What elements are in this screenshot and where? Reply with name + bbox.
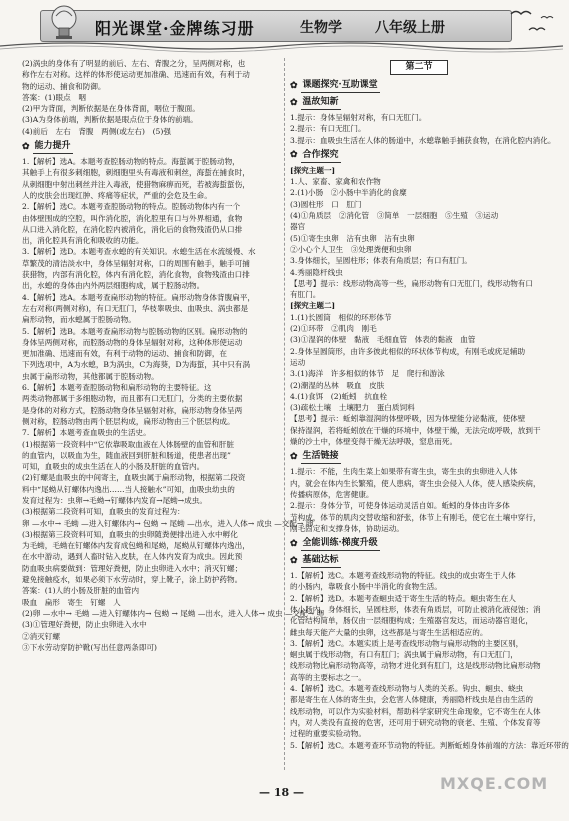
text-line: 2.提示：身体分节，可使身体运动灵活自如。蚯蚓的身体由许多体	[290, 501, 510, 511]
text-line: 燥的沙土中，体壁变得干燥无法呼吸，窒息而死。	[290, 437, 458, 447]
section-title: 全能训练·梯度升级	[301, 537, 380, 551]
text-line: 2.提示：有口无肛门。	[290, 124, 366, 134]
text-line: ②小心个人卫生 ③处理粪便和虫卵	[290, 244, 412, 254]
flower-icon: ✿	[290, 150, 298, 161]
section-title: 能力提升	[33, 140, 73, 154]
text-line: 保持湿润，若将蚯蚓放在干燥的环境中，体壁干燥，无法完成呼吸，放到干	[290, 425, 541, 435]
text-line: 两类动物都属于多细胞动物，而且都有口无肛门，分类的主要依据	[22, 394, 243, 404]
text-line: 的血管内，以吸血为生，随血液回到肝脏和肠道，使患者出现”	[22, 450, 231, 460]
text-line: 2.(1)小肠 ②小肠中半消化的食糜	[290, 188, 407, 198]
text-line: (3)①管理好粪便，防止虫卵进入水中	[22, 620, 147, 630]
text-line: 内，对人类没有直接的危害，还可用于研究动物的衰老、生殖、个体发育等	[290, 717, 541, 727]
section-heading	[290, 450, 548, 464]
text-line: 1.人、家畜、家禽和农作物	[290, 177, 381, 187]
text-line: (3)A为身体前端，判断依据是眼点位于身体的前端。	[22, 115, 198, 125]
subtopic-heading: [探究主题一]	[290, 165, 336, 175]
text-line: (4)前后 左右 背腹 两侧(或左右) (5)强	[22, 126, 171, 136]
text-line: 线形动物比扁形动物高等，动物才进化到有肛门，这是线形动物比扁形动物	[290, 661, 541, 671]
text-line: (2)甲为背面，判断依据是在身体背面，咽位于腹面。	[22, 104, 200, 114]
text-line: 人的皮肤会出现红肿、疼痛等症状，严重的会危及生命。	[22, 190, 212, 200]
text-line: (5)①寄生虫卵 沾有虫卵 沾有虫卵	[290, 233, 415, 243]
text-line: 1.提示：不能，生肉生菜上如果带有寄生虫，寄生虫的虫卵进入人体	[290, 467, 518, 477]
birds-decoration-icon	[505, 4, 555, 44]
text-line: 运动	[290, 357, 306, 367]
text-line: 答案：(1)眼点 咽	[22, 92, 86, 102]
text-line: 料中“尾蚴从钉螺体内逸出……当人接触水”可知，血吸虫幼虫的	[22, 484, 235, 494]
text-line: 1.(1)长圆筒 相似的环形体节	[290, 312, 392, 322]
header-wave-divider	[0, 40, 563, 52]
text-line: 从刺细胞中射出刺丝并注入毒液，使猎物麻痹而死，若被海蜇蜇伤，	[22, 179, 250, 189]
text-line: (1)根据第一段资料中“它依靠吸取血液在人体肠壁的血管和肝脏	[22, 439, 235, 449]
column-divider	[284, 58, 285, 770]
text-line: 3.【解析】选C。本题实质上是考查线形动物与扁形动物的主要区别，	[290, 638, 524, 648]
text-line: 由体壁围成的空腔，叫作消化腔，消化腔里有口与外界相通，食物	[22, 213, 243, 223]
section-heading	[290, 554, 548, 568]
text-line: 4.【解析】选A。本题考查扁形动物的特征。扁形动物身体背腹扁平，	[22, 292, 255, 302]
text-line: 【思考】提示：线形动物高等一些，扁形动物有口无肛门，线形动物有口	[290, 278, 533, 288]
text-line: 避免接触疫水，如果必须下水劳动时，穿上靴子，涂上防护药物。	[22, 575, 243, 585]
lamp-logo-icon	[47, 4, 81, 40]
flower-icon: ✿	[290, 97, 298, 108]
text-line: (2)涡虫的身体有了明显的前后、左右、背腹之分，呈两侧对称，也	[22, 59, 246, 68]
text-line: 获猎物，内部有消化腔，体内有消化腔，消化食物，食物残渣由口排	[22, 270, 250, 280]
page-header	[0, 0, 563, 50]
text-line: 发育过程为：虫卵→毛蚴→钉螺体内发育→尾蚴→成虫。	[22, 495, 207, 505]
text-line: 草繁茂的清洁淡水中，身体呈辐射对称，口的周围有触手，触手可捕	[22, 258, 250, 268]
text-line: (3)疏松土壤 土壤肥力 蛋白质饲料	[290, 403, 415, 413]
text-line: 下列选项中，A为水螅，B为涡虫，C为海葵，D为海蜇，其中只有涡	[22, 360, 250, 370]
text-line: 可知，血吸虫的成虫生活在人的小肠及肝脏的血管内。	[22, 462, 205, 472]
text-line: 更加准确、迅速而有效，有利于动物的运动、捕食和防御，在	[22, 349, 228, 359]
text-line: 4.(1)食饵 (2)蚯蚓 抗血栓	[290, 391, 388, 401]
text-line: 有肛门。	[290, 290, 321, 300]
text-line: 刚毛固定和支撑身体，协助运动。	[290, 523, 404, 533]
text-line: 物的运动、捕食和防御。	[22, 81, 106, 91]
text-line: 3.提示：血吸虫生活在人体的肠道中，水螅靠触手捕获食物，在消化腔内消化。	[290, 135, 556, 145]
section-title: 基础达标	[301, 554, 341, 568]
section-heading	[290, 537, 548, 551]
text-line: 身体呈两侧对称，而腔肠动物的身体呈辐射对称，这种体形使运动	[22, 337, 243, 347]
text-line: (4)①角质层 ②消化管 ③简单 一层细胞 ⑤生殖 ③运动	[290, 211, 499, 221]
text-line: 出，消化腔具有消化和吸收的功能。	[22, 236, 144, 246]
text-line: 左右对称(两侧对称)，有口无肛门，华枝睾吸虫、血吸虫、涡虫都是	[22, 303, 249, 313]
text-line: 侧对称，腔肠动物由两个胚层构成，扁形动物由三个胚层构成。	[22, 416, 235, 426]
brand-title: 阳光课堂·金牌练习册	[95, 19, 255, 38]
section-title: 合作探究	[301, 149, 341, 163]
text-line: 3.【解析】选D。本题考查水螅的有关知识。水螅生活在水流缓慢、水	[22, 247, 256, 257]
text-line: ②消灭钉螺	[22, 631, 60, 641]
flower-icon: ✿	[290, 538, 298, 549]
text-line: (3)根据第二段资料可知，血吸虫的发育过程为：	[22, 507, 185, 517]
text-line: 【思考】提示：蚯蚓靠湿润的体壁呼吸，因为体壁能分泌黏液，使体壁	[290, 414, 526, 424]
text-line: 传播病原体，危害健康。	[290, 489, 374, 499]
text-line: 吸血 扁形 寄生 钉螺 人	[22, 597, 121, 607]
text-line: 高等的主要标志之一。	[290, 672, 366, 682]
text-line: 4.【解析】选C。本题考查线形动物与人类的关系。钩虫、蛔虫、蛲虫	[290, 684, 524, 694]
section-heading	[290, 96, 548, 110]
text-line: 3.身体细长，呈圆柱形；体表有角质层；有口有肛门。	[290, 256, 472, 266]
text-line: 5.【解析】选B。本题考查扁形动物与腔肠动物的区别。扁形动物的	[22, 326, 248, 336]
text-line: 答案：(1)人的小肠及肝脏的血管内	[22, 586, 140, 596]
text-line: 1.【解析】选C。本题考查线形动物的特征。线虫的成虫寄生于人体	[290, 571, 516, 581]
text-line: 的小肠内，靠吸食小肠中半消化的食物生活。	[290, 582, 442, 592]
text-line: 蛔虫属于线形动物，有口有肛门；涡虫属于扁形动物，有口无肛门，	[290, 650, 518, 660]
lifecycle-flow: (2)卵 —水中→ 毛蚴 —进入钉螺体内→ 包蚴 → 尾蚴 —出水，进入人体→ 成虫 —交配→ 卵	[22, 608, 325, 618]
flower-icon: ✿	[290, 80, 298, 91]
lifecycle-flow: 卵 —水中→ 毛蚴 —进入钉螺体内→ 包蚴 → 尾蚴 —出水，进入人体→ 成虫 —交配→ 卵	[22, 518, 314, 528]
subtopic-heading: [探究主题二]	[290, 301, 336, 311]
text-line: 在水中游动，遇到人畜时钻入皮肤，在人体内发育为成虫。因此预	[22, 552, 243, 562]
text-line: 器官	[290, 222, 306, 232]
watermark: MXQE.COM	[440, 774, 549, 793]
right-column	[290, 58, 569, 770]
flower-icon: ✿	[22, 141, 30, 152]
text-line: 其触手上有很多刺细胞，刺细胞里头有毒液和刺丝，海蜇在捕食时，	[22, 168, 250, 178]
text-line: ③下水劳动穿防护靴(写出任意两条即可)	[22, 642, 158, 652]
text-line: 节构成，体节的肌肉交替收缩和舒张，体节上有刚毛，使它在土壤中穿行，	[290, 512, 541, 522]
text-line: (2)钉螺是血吸虫的中间寄主，血吸虫属于扁形动物，根据第二段资	[22, 473, 246, 483]
text-line: 3.(1)海洋 许多相似的体节 足 爬行和游泳	[290, 369, 445, 379]
grade-label: 八年级上册	[375, 20, 445, 36]
section-title: 温故知新	[301, 96, 341, 110]
text-line: 都是寄生在人体的寄生虫，会危害人体健康，秀丽隐杆线虫是自由生活的	[290, 695, 533, 705]
text-line: 5.【解析】选C。本题考查环节动物的特征。判断蚯蚓身体前端的方法：靠近环带的	[290, 740, 569, 750]
text-line: 扁形动物，而水螅属于腔肠动物。	[22, 315, 136, 325]
text-line: 是身体的对称方式，腔肠动物身体呈辐射对称，扁形动物身体呈两	[22, 405, 243, 415]
text-line: (2)①环带 ②肌肉 刚毛	[290, 324, 377, 334]
text-line: 出，水螅的身体由内外两层细胞构成，属于腔肠动物。	[22, 281, 205, 291]
text-line: 从口进入消化腔，在消化腔内被消化，消化后的食物残渣仍从口排	[22, 224, 243, 234]
text-line: 6.【解析】本题考查腔肠动物和扁形动物的主要特征。这	[22, 383, 212, 393]
text-line: 雌虫每天能产大量的虫卵，这些都是与寄生生活相适应的。	[290, 627, 488, 637]
text-line: (3)①湿润的体壁 黏液 毛细血管 体表的黏液 血管	[290, 335, 476, 345]
text-line: 化管结构简单，肠仅由一层细胞构成；生殖器官发达，而运动器官退化，	[290, 616, 533, 626]
flower-icon: ✿	[290, 555, 298, 566]
text-line: 虫属于扁形动物，其他都属于腔肠动物。	[22, 371, 159, 381]
page-number: — 18 —	[259, 786, 304, 799]
text-line: 1.提示：身体呈辐射对称，有口无肛门。	[290, 113, 427, 122]
text-line: 过程的重要实验动物。	[290, 729, 366, 739]
text-line: 1.【解析】选A。本题考查腔肠动物的特点。海蜇属于腔肠动物，	[22, 157, 240, 167]
text-line: 为毛蚴，毛蚴在钉螺体内发育成包蚴和尾蚴，尾蚴从钉螺体内逸出，	[22, 541, 250, 551]
text-line: 4.秀丽隐杆线虫	[290, 267, 343, 277]
text-line: 防血吸虫病要做到：管理好粪便，防止虫卵进入水中；消灭钉螺；	[22, 563, 243, 573]
section-heading	[22, 140, 280, 154]
chapter-heading	[290, 60, 548, 75]
text-line: (3)根据第三段资料可知，血吸虫的虫卵随粪便排出进入水中孵化	[22, 529, 238, 539]
chapter-title: 第二节	[390, 60, 447, 75]
text-line: 7.【解析】本题考查血吸虫的生活史。	[22, 428, 151, 438]
text-line: 2.身体呈圆筒形，由许多彼此相似的环状体节构成，有刚毛或疣足辅助	[290, 346, 526, 356]
text-line: 内，就会在体内生长繁殖，使人患病，寄生虫会侵入人体，使人感染疾病，	[290, 478, 541, 488]
text-line: (2)潮湿的丛林 吸血 皮肤	[290, 380, 385, 390]
text-line: 2.【解析】选C。本题考查腔肠动物的特点。腔肠动物体内有一个	[22, 202, 241, 212]
text-line: 2.【解析】选D。本题考查蛔虫适于寄生生活的特点。蛔虫寄生在人	[290, 593, 516, 603]
text-line: (3)圆柱形 口 肛门	[290, 199, 362, 209]
text-line: 线形动物，可以作为实验材料，帮助科学家研究生命现象，它不寄生在人体	[290, 706, 541, 716]
text-line: 体小肠内，身体细长，呈圆柱形，体表有角质层，可防止被消化液侵蚀；消	[290, 604, 541, 614]
text-line: 称作左右对称。这样的体形使运动更加准确、迅速而有效，有利于动	[22, 70, 250, 80]
section-heading	[290, 149, 548, 163]
section-heading	[290, 79, 548, 93]
subject-label: 生物学	[300, 20, 342, 36]
flower-icon: ✿	[290, 451, 298, 462]
section-title: 课题探究·互助课堂	[301, 79, 380, 93]
section-title: 生活链接	[301, 450, 341, 464]
